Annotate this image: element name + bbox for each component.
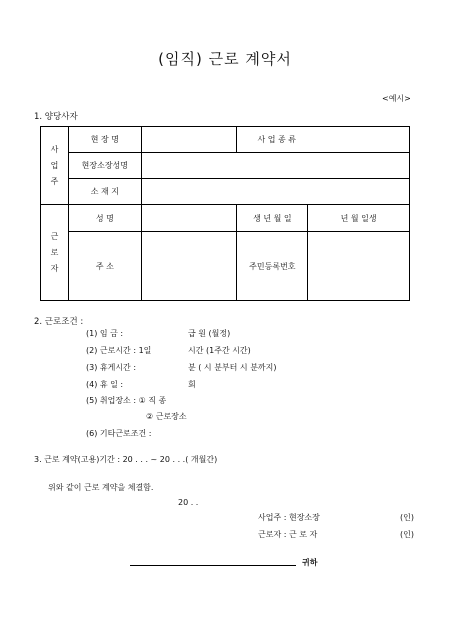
wage-value[interactable]: 급 원 (월정) xyxy=(188,329,231,338)
example-tag: <예시> xyxy=(382,94,411,103)
worker-side-label: 근 로 자 xyxy=(41,205,69,301)
business-type-cell[interactable] xyxy=(237,127,410,153)
agreement-text: 위와 같이 근로 계약을 체결함. xyxy=(48,483,154,492)
worker-sign-label: 근로자 : 근 로 자 xyxy=(258,530,318,539)
worker-seal[interactable]: (인) xyxy=(400,530,414,539)
site-manager-value[interactable] xyxy=(141,153,409,179)
hours-label: (2) 근로시간 : 1일 xyxy=(86,346,152,355)
workplace-job-label: (5) 취업장소 : ① 직 종 xyxy=(86,396,167,405)
holiday-value[interactable]: 회 xyxy=(188,380,196,389)
section1-heading: 1. 양당사자 xyxy=(34,112,78,122)
dob-label: 생 년 월 일 xyxy=(237,205,308,232)
workplace-location-label: ② 근로장소 xyxy=(146,412,187,421)
wage-label: (1) 임 금 : xyxy=(86,329,124,338)
addressee-line[interactable] xyxy=(130,565,296,566)
addressee-label: 귀하 xyxy=(302,558,318,567)
break-label: (3) 휴게시간 : xyxy=(86,363,137,372)
section2-heading: 2. 근로조건 : xyxy=(34,317,84,327)
worker-table xyxy=(40,204,410,301)
resident-no-value[interactable] xyxy=(308,232,410,301)
contract-period: 3. 근로 계약(고용)기간 : 20 . . . ~ 20 . . .( 개월간) xyxy=(34,455,218,464)
hours-value[interactable]: 시간 (1주간 시간) xyxy=(188,346,251,355)
break-value[interactable]: 분 ( 시 분부터 시 분까지) xyxy=(188,363,277,372)
worker-address-label: 주 소 xyxy=(68,232,141,301)
site-name-label: 현 장 명 xyxy=(68,127,141,153)
resident-no-label: 주민등록번호 xyxy=(237,232,308,301)
site-manager-label: 현장소장성명 xyxy=(68,153,141,179)
employer-sign-label: 사업주 : 현장소장 xyxy=(258,513,320,522)
employer-address-value[interactable] xyxy=(141,179,409,205)
contract-date[interactable]: 20 . . xyxy=(178,498,199,507)
employer-seal[interactable]: (인) xyxy=(400,513,414,522)
employer-table xyxy=(40,126,410,205)
site-name-value[interactable] xyxy=(141,127,237,153)
document-title: (임직) 근로 계약서 xyxy=(158,50,292,68)
worker-name-label: 성 명 xyxy=(68,205,141,232)
other-conditions-label: (6) 기타근로조건 : xyxy=(86,429,152,438)
worker-address-value[interactable] xyxy=(141,232,237,301)
holiday-label: (4) 휴 일 : xyxy=(86,380,124,389)
business-type-label: 사 업 종 류 xyxy=(257,135,296,144)
dob-value[interactable]: 년 월 일생 xyxy=(308,205,410,232)
worker-name-value[interactable] xyxy=(141,205,237,232)
employer-address-label: 소 재 지 xyxy=(68,179,141,205)
employer-side-label: 사 업 주 xyxy=(41,127,69,205)
